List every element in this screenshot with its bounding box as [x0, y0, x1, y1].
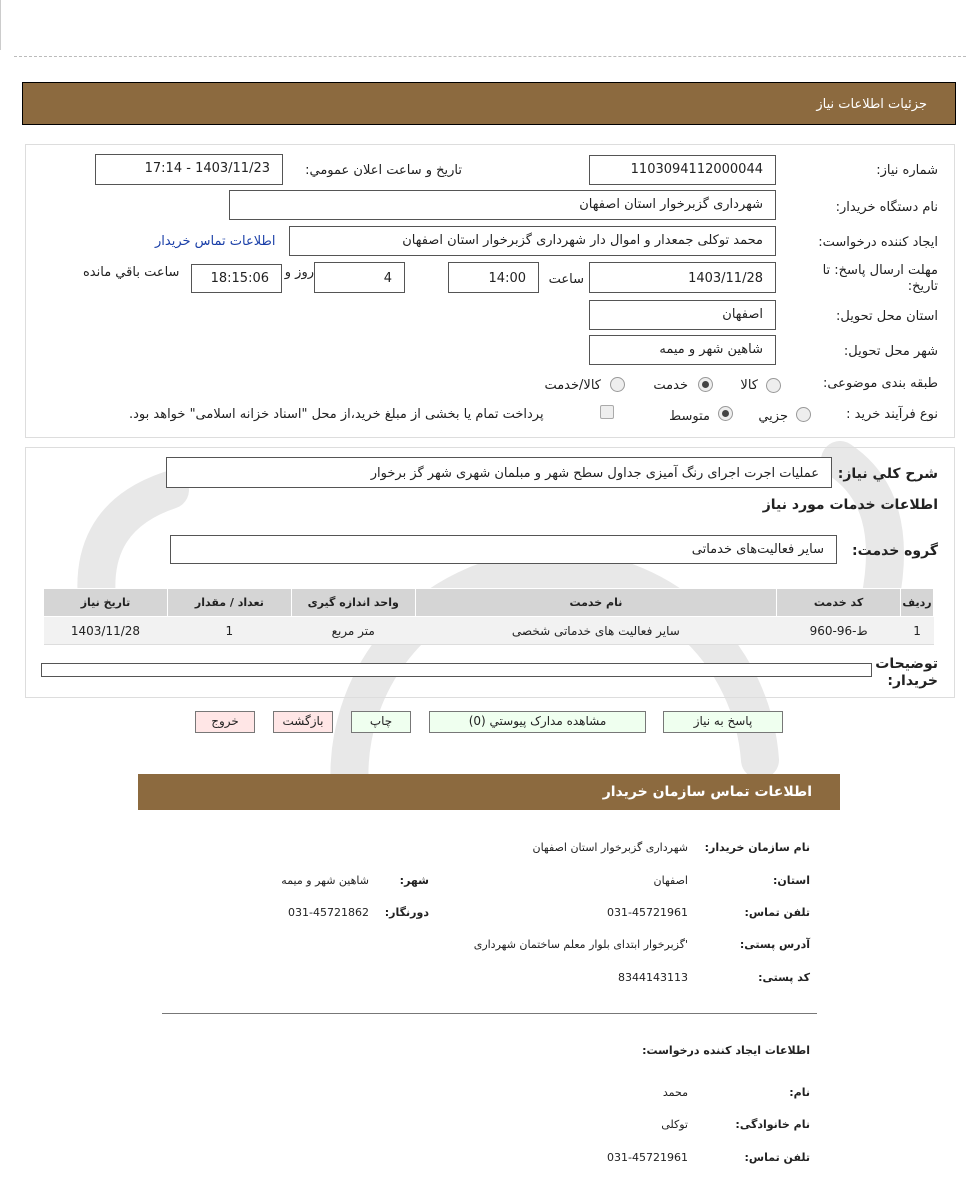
announce-label: تاريخ و ساعت اعلان عمومي:	[305, 163, 462, 178]
reply-button[interactable]: پاسخ به نياز	[663, 711, 783, 733]
radio-goods-label: کالا	[740, 378, 758, 393]
page-header: جزئيات اطلاعات نياز	[22, 82, 956, 125]
print-button[interactable]: چاپ	[351, 711, 411, 733]
payment-checkbox[interactable]	[600, 405, 614, 419]
summary-field: عمليات اجرت اجرای رنگ آميزی جداول سطح شهر و مبلمان شهری شهر گز برخوار	[166, 457, 832, 488]
back-button[interactable]: بازگشت	[273, 711, 333, 733]
creator-label: ايجاد کننده درخواست:	[818, 235, 938, 250]
contact-postal-value: 8344143113	[618, 971, 688, 984]
deadline-label: مهلت ارسال پاسخ: تا تاريخ:	[822, 263, 938, 294]
contact-province-value: اصفهان	[653, 874, 688, 887]
contact-address-value: 'گزبرخوار ابتدای بلوار معلم ساختمان شهرداری	[473, 938, 688, 951]
province-label: استان محل تحويل:	[836, 309, 938, 324]
service-group-field: ساير فعاليت‌های خدماتی	[170, 535, 837, 564]
process-label: نوع فرآيند خريد :	[846, 407, 938, 422]
radio-goods-service-label: کالا/خدمت	[544, 378, 601, 393]
announce-field: 1403/11/23 - 17:14	[95, 154, 283, 185]
creator-phone-value: 031-45721961	[607, 1151, 688, 1164]
days-field: 4	[314, 262, 405, 293]
col-quantity: تعداد / مقدار	[167, 589, 291, 617]
buyer-org-field: شهرداری گزبرخوار استان اصفهان	[229, 190, 776, 220]
col-unit: واحد اندازه گيری	[291, 589, 415, 617]
radio-medium[interactable]	[718, 406, 733, 421]
contact-province-label: استان:	[773, 874, 810, 887]
contact-city-label: شهر:	[399, 874, 429, 887]
col-row-number: رديف	[901, 589, 934, 617]
services-title: اطلاعات خدمات مورد نياز	[762, 497, 938, 513]
creator-family-label: نام خانوادگی:	[735, 1118, 810, 1131]
creator-info-title: اطلاعات ايجاد کننده درخواست:	[642, 1044, 810, 1057]
buyer-org-label: نام دستگاه خريدار:	[835, 200, 938, 215]
col-service-name: نام خدمت	[415, 589, 776, 617]
contact-fax-value: 031-45721862	[288, 906, 369, 919]
radio-medium-label: متوسط	[669, 409, 710, 424]
services-table	[43, 588, 934, 645]
dotted-divider	[14, 56, 966, 57]
province-field: اصفهان	[589, 300, 776, 330]
col-need-date: تاريخ نياز	[44, 589, 168, 617]
days-label: روز و	[284, 265, 314, 280]
cell-quantity: 1	[167, 617, 291, 645]
category-label: طبقه بندی موضوعی:	[822, 376, 938, 391]
exit-button[interactable]: خروج	[195, 711, 255, 733]
radio-minor[interactable]	[796, 407, 811, 422]
contact-org-value: شهرداری گزبرخوار استان اصفهان	[532, 841, 688, 854]
city-field: شاهين شهر و ميمه	[589, 335, 776, 365]
contact-address-label: آدرس پستی:	[739, 938, 810, 951]
contact-phone-label: تلفن تماس:	[744, 906, 810, 919]
creator-name-value: محمد	[662, 1086, 688, 1099]
cell-unit: متر مربع	[291, 617, 415, 645]
radio-minor-label: جزيي	[758, 409, 788, 424]
remaining-time-field: 18:15:06	[191, 264, 282, 293]
payment-note: پرداخت تمام يا بخشی از مبلغ خريد،از محل "اسناد خزانه اسلامی" خواهد بود.	[129, 407, 544, 422]
radio-service[interactable]	[698, 377, 713, 392]
deadline-time-field: 14:00	[448, 262, 539, 293]
view-documents-button[interactable]: مشاهده مدارک پيوستي (0)	[429, 711, 646, 733]
contact-org-label: نام سازمان خريدار:	[704, 841, 810, 854]
radio-service-label: خدمت	[653, 378, 688, 393]
buyer-contact-link[interactable]: اطلاعات تماس خريدار	[155, 234, 276, 249]
buyer-notes-field	[41, 663, 872, 677]
contact-phone-value: 031-45721961	[607, 906, 688, 919]
contact-fax-label: دورنگار:	[384, 906, 429, 919]
remaining-label: ساعت باقي مانده	[83, 265, 180, 280]
buyer-notes-label: توضيحات خريدار:	[875, 656, 938, 689]
cell-service-code: ط-96-960	[777, 617, 901, 645]
deadline-date-field: 1403/11/28	[589, 262, 776, 293]
contact-postal-label: کد پستی:	[758, 971, 810, 984]
table-row	[44, 617, 934, 645]
cell-service-name: ساير فعاليت های خدماتی شخصی	[415, 617, 776, 645]
radio-goods-service[interactable]	[610, 377, 625, 392]
left-edge-line	[0, 0, 1, 50]
creator-name-label: نام:	[789, 1086, 810, 1099]
contact-header: اطلاعات تماس سازمان خريدار	[138, 774, 840, 810]
creator-field: محمد توکلی جمعدار و اموال دار شهرداری گزبرخوار استان اصفهان	[289, 226, 776, 256]
col-service-code: کد خدمت	[777, 589, 901, 617]
contact-divider	[162, 1013, 817, 1014]
radio-goods[interactable]	[766, 378, 781, 393]
cell-row-number: 1	[901, 617, 934, 645]
deadline-time-label: ساعت	[548, 272, 584, 287]
need-number-label: شماره نياز:	[876, 163, 938, 178]
contact-city-value: شاهين شهر و ميمه	[281, 874, 369, 887]
service-group-label: گروه خدمت:	[852, 543, 938, 559]
creator-family-value: توکلی	[661, 1118, 688, 1131]
cell-need-date: 1403/11/28	[44, 617, 168, 645]
table-header-row	[44, 589, 934, 617]
summary-label: شرح کلي نياز:	[837, 466, 938, 482]
need-number-field: 1103094112000044	[589, 155, 776, 185]
creator-phone-label: تلفن تماس:	[744, 1151, 810, 1164]
city-label: شهر محل تحويل:	[843, 344, 938, 359]
